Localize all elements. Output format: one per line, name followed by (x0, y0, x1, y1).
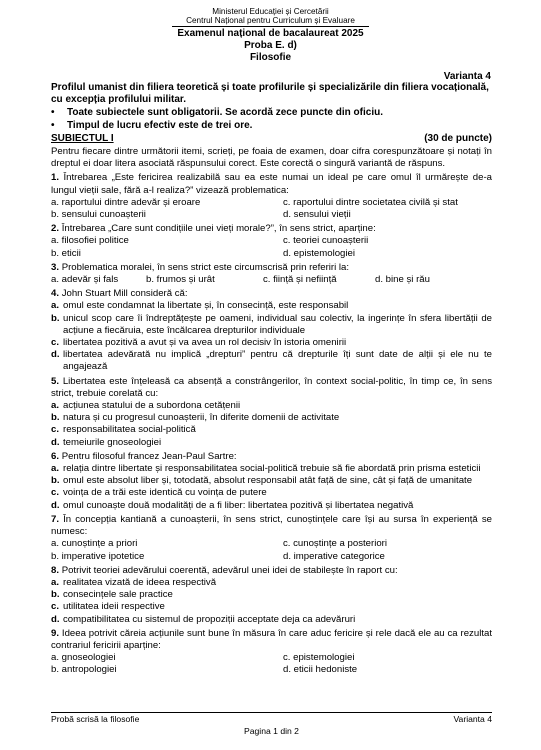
option-b: b. imperative ipotetice (51, 550, 145, 562)
question-text: În concepția kantiană a cunoașterii, în sens strict, cunoștințele care își au sursa în experiență se numesc: (51, 513, 492, 538)
question-number: 4. (51, 288, 60, 300)
option-b: b. eticii (51, 247, 81, 259)
option-c: c. epistemologiei (283, 652, 355, 664)
question-number: 9. (51, 627, 60, 639)
question-1-options (51, 197, 492, 221)
profile-statement: Profilul umanist din filiera teoretică și toate profilurile și specializările din filiera vocațională, cu excepția profilului militar. (51, 82, 489, 105)
rule-item (51, 120, 252, 131)
question-3-options (51, 274, 492, 286)
question-text: Întrebarea „Care sunt condițiile unei vieți morale?”, în sens strict, aparține: (61, 223, 376, 235)
section-points: (30 de puncte) (424, 133, 492, 144)
page-number: Pagina 1 din 2 (244, 726, 299, 736)
question-text: Pentru filosoful francez Jean-Paul Sartre: (61, 450, 237, 462)
question-text: John Stuart Mill consideră că: (61, 288, 188, 300)
option-a: a. filosofiei politice (51, 235, 129, 247)
option-a: a. acțiunea statului de a subordona cetățenii (51, 400, 241, 412)
option-d: d. temeiurile gnoseologiei (51, 436, 162, 448)
question-2-options (51, 235, 492, 259)
questions-block (51, 146, 492, 677)
option-d: d. compatibilitatea cu sistemul de propoziții acceptate deja ca adevăruri (51, 613, 356, 625)
option-d: d. eticii hedoniste (283, 664, 358, 676)
question-text: Potrivit teoriei adevărului coerentă, adevărul unei idei de stabilește în raport cu: (61, 564, 398, 576)
question-6-options (51, 463, 492, 512)
option-a: a. raportului dintre adevăr și eroare (51, 196, 201, 208)
rule-text: Timpul de lucru efectiv este de trei ore. (67, 120, 253, 131)
section-title: SUBIECTUL I (51, 133, 114, 144)
option-a: a. omul este condamnat la libertate și, în consecință, este responsabil (51, 300, 349, 312)
rule-text: Toate subiectele sunt obligatorii. Se acordă zece puncte din oficiu. (67, 107, 383, 118)
option-c: c. teoriei cunoașterii (283, 235, 369, 247)
option-d: d. libertatea adevărată nu implică „drepturi” pentru că drepturile îți sunt date de alții și ele nu te angajează (51, 349, 492, 373)
option-b: b. frumos și urât (146, 274, 215, 286)
question-5 (51, 376, 492, 400)
option-c: c. libertatea pozitivă a avut și va avea un rol decisiv în istoria omenirii (51, 337, 347, 349)
option-a: a. adevăr și fals (51, 274, 119, 286)
question-6 (51, 451, 492, 463)
option-d: d. imperative categorice (283, 550, 385, 562)
section-heading (51, 133, 492, 145)
question-2 (51, 223, 492, 235)
question-number: 5. (51, 375, 60, 387)
option-d: d. sensului vieții (283, 209, 351, 221)
bullet-icon: • (51, 120, 55, 131)
option-d: d. omul cunoaște două modalități de a fi liber: libertatea pozitivă și libertatea negativă (51, 499, 414, 511)
exam-title: Examenul național de bacalaureat 2025 (177, 28, 364, 39)
center-name: Centrul Național pentru Curriculum și Evaluare (186, 16, 355, 25)
option-c: c. voința de a trăi este identică cu voința de putere (51, 487, 267, 499)
option-c: c. ființă și neființă (263, 274, 337, 286)
option-a: a. cunoștințe a priori (51, 538, 138, 550)
rule-item (51, 107, 383, 118)
option-b: b. omul este absolut liber și, totodată, absolut responsabil atât față de sine, cât și față de umanitate (51, 475, 473, 487)
question-text: Problematica moralei, în sens strict este circumscrisă prin referiri la: (61, 261, 350, 273)
question-number: 6. (51, 450, 60, 462)
option-c: c. utilitatea ideii respective (51, 601, 165, 613)
subject-title: Filosofie (249, 52, 292, 63)
option-a: a. realitatea vizată de ideea respectivă (51, 576, 217, 588)
option-a: a. relația dintre libertate și responsabilitatea social-politică trebuie să fie abordată prin prisma esteticii (51, 463, 481, 475)
question-number: 7. (51, 513, 60, 525)
question-9-options (51, 652, 492, 676)
option-b: b. natura și cu progresul cunoașterii, în diferite domenii de activitate (51, 412, 340, 424)
option-a: a. gnoseologiei (51, 652, 116, 664)
question-text: Libertatea este înțeleasă ca absență a constrângerilor, în context social-politic, în timp ce, în sens strict, trebuie corelată cu: (51, 375, 493, 399)
question-number: 8. (51, 564, 60, 576)
header-divider (172, 26, 369, 27)
variant-label: Varianta 4 (443, 71, 491, 82)
question-number: 2. (51, 223, 60, 235)
question-number: 1. (51, 172, 60, 184)
question-4 (51, 288, 492, 300)
question-text: Întrebarea „Este fericirea realizabilă sau ea este numai un ideal pe care omul îl urmărește de-a lungul vieții sale, fără a-l realiza?” vizează problematica: (51, 172, 492, 196)
page-footer (51, 712, 492, 736)
question-5-options (51, 400, 492, 449)
option-d: d. bine și rău (375, 274, 430, 286)
question-number: 3. (51, 261, 60, 273)
footer-subject: Probă scrisă la filosofie (51, 714, 140, 724)
option-b: b. sensului cunoașterii (51, 209, 146, 221)
question-8-options (51, 577, 492, 626)
instructions-text: Pentru fiecare dintre următorii itemi, scrieți, pe foaia de examen, doar cifra corespunzătoare și notați în dreptul ei doar litera asociată răspunsului corect. Este corectă o singură variantă de răspuns. (51, 146, 492, 170)
question-text: Ideea potrivit căreia acțiunile sunt bune în măsura în care aduc fericire și rele dacă ele au ca rezultat contrariul fericirii aparține: (51, 627, 492, 651)
option-d: d. epistemologiei (283, 247, 355, 259)
question-1 (51, 172, 492, 196)
question-7-options (51, 538, 492, 562)
option-c: c. cunoștințe a posteriori (283, 538, 387, 550)
option-c: c. responsabilitatea social-politică (51, 424, 196, 436)
option-b: b. antropologiei (51, 664, 117, 676)
question-9 (51, 628, 492, 652)
question-3 (51, 262, 492, 274)
option-c: c. raportului dintre societatea civilă și stat (283, 196, 458, 208)
question-4-options (51, 300, 492, 373)
question-8 (51, 565, 492, 577)
question-7 (51, 514, 492, 538)
option-b: b. consecințele sale practice (51, 589, 173, 601)
bullet-icon: • (51, 107, 55, 118)
option-b: b. unicul scop care îi îndreptățește pe oameni, individual sau colectiv, la ingerințe în sfera libertății de acțiune a fiecăruia, este încălcarea drepturilor individuale (51, 312, 492, 336)
proba-label: Proba E. d) (244, 40, 297, 51)
footer-variant: Varianta 4 (453, 714, 492, 724)
ministry-name: Ministerul Educației și Cercetării (212, 7, 329, 16)
